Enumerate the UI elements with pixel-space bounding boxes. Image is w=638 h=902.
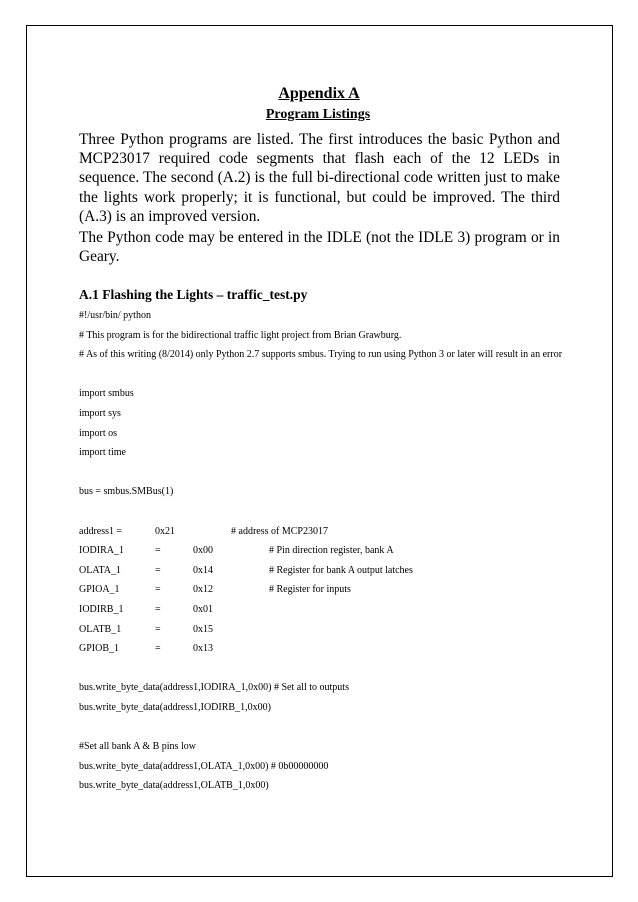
code-listing	[79, 306, 562, 796]
register-eq: =	[155, 643, 161, 655]
code-import: import sys	[79, 407, 121, 419]
section-heading: A.1 Flashing the Lights – traffic_test.py	[79, 287, 308, 302]
register-value: 0x00	[193, 545, 213, 557]
register-eq: =	[155, 584, 161, 596]
register-value: 0x21	[155, 525, 175, 537]
code-bus-init: bus = smbus.SMBus(1)	[79, 486, 174, 498]
code-shebang: #!/usr/bin/ python	[79, 310, 151, 321]
register-name: OLATA_1	[79, 564, 121, 576]
register-comment: # Register for bank A output latches	[269, 564, 413, 576]
code-register-row	[79, 541, 562, 561]
register-eq: =	[155, 623, 161, 635]
code-register-row	[79, 561, 562, 581]
code-comment: # As of this writing (8/2014) only Python 2.7 supports smbus. Trying to run using Python 3 or later will result in an error	[79, 349, 563, 361]
code-line: bus.write_byte_data(address1,OLATB_1,0x00)	[79, 780, 269, 792]
intro-paragraph: Three Python programs are listed. The first introduces the basic Python and MCP23017 required code segments that flash each of the 12 LEDs in sequence. The second (A.2) is the full bi-directional code written just to make the lights work properly; it is functional, but could be improved. The third (A.3) is an improved version.	[79, 131, 560, 225]
register-value: 0x12	[193, 584, 213, 596]
code-register-row	[79, 620, 562, 640]
code-line: bus.write_byte_data(address1,OLATA_1,0x00) # 0b00000000	[79, 760, 329, 772]
register-value: 0x01	[193, 603, 213, 615]
register-name: GPIOA_1	[79, 584, 120, 596]
register-name: IODIRA_1	[79, 545, 124, 557]
register-comment: # Pin direction register, bank A	[269, 545, 394, 557]
register-eq: =	[155, 564, 161, 576]
register-name: GPIOB_1	[79, 643, 120, 655]
code-line: bus.write_byte_data(address1,IODIRA_1,0x00) # Set all to outputs	[79, 682, 349, 694]
register-comment: # address of MCP23017	[231, 525, 328, 537]
code-address-row	[79, 522, 562, 542]
register-comment: # Register for inputs	[269, 584, 351, 596]
appendix-subtitle: Program Listings	[265, 107, 371, 122]
code-import: import os	[79, 427, 118, 439]
register-name: IODIRB_1	[79, 603, 124, 615]
code-import: import smbus	[79, 388, 134, 400]
register-eq: =	[155, 603, 161, 615]
register-name: OLATB_1	[79, 623, 122, 635]
code-register-row	[79, 600, 562, 620]
register-value: 0x13	[193, 643, 213, 655]
register-name: address1 =	[79, 525, 123, 537]
appendix-title: Appendix A	[278, 85, 360, 102]
register-eq: =	[155, 545, 161, 557]
code-register-row	[79, 639, 562, 678]
code-line: bus.write_byte_data(address1,IODIRB_1,0x00)	[79, 701, 271, 713]
register-value: 0x15	[193, 623, 213, 635]
code-comment: # This program is for the bidirectional traffic light project from Brian Grawburg.	[79, 329, 402, 341]
register-value: 0x14	[193, 564, 213, 576]
code-comment: #Set all bank A & B pins low	[79, 741, 196, 753]
code-register-row	[79, 580, 562, 600]
idle-paragraph: The Python code may be entered in the IDLE (not the IDLE 3) program or in Geary.	[79, 229, 560, 266]
code-import: import time	[79, 447, 126, 459]
